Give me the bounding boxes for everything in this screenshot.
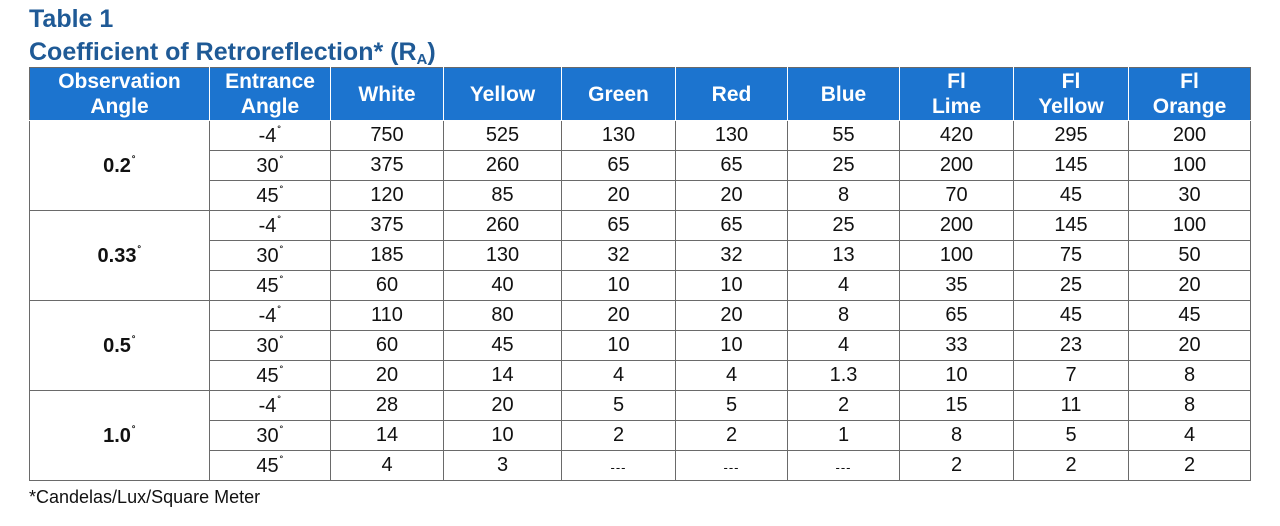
entrance-angle-cell — [210, 451, 331, 481]
value-cell: 25 — [788, 211, 900, 241]
value-cell: 2 — [900, 451, 1014, 481]
value-cell: 145 — [1014, 211, 1129, 241]
value-cell: 65 — [676, 151, 788, 181]
header-fl-yellow — [1014, 68, 1129, 121]
value-cell: 130 — [444, 241, 562, 271]
value-cell: 375 — [331, 211, 444, 241]
value-cell — [562, 451, 676, 481]
value-cell: 20 — [1129, 271, 1251, 301]
value-cell: 4 — [788, 331, 900, 361]
degree-symbol: ˚ — [279, 273, 284, 288]
value-cell: 4 — [676, 361, 788, 391]
value-cell: 45 — [444, 331, 562, 361]
degree-symbol: ˚ — [277, 393, 282, 408]
value-cell: 110 — [331, 301, 444, 331]
value-cell: 60 — [331, 271, 444, 301]
observation-angle-value: 1.0 — [103, 424, 131, 447]
value-cell: 8 — [788, 181, 900, 211]
value-cell: 50 — [1129, 241, 1251, 271]
entrance-angle-value: 45 — [256, 364, 279, 387]
value-cell: 120 — [331, 181, 444, 211]
value-cell: 45 — [1014, 181, 1129, 211]
value-cell: 100 — [900, 241, 1014, 271]
table-row — [30, 211, 1251, 241]
value-cell: 20 — [676, 181, 788, 211]
value-cell: 30 — [1129, 181, 1251, 211]
observation-angle-cell — [30, 301, 210, 391]
header-observation-line1: Observation — [58, 70, 181, 93]
value-cell: 7 — [1014, 361, 1129, 391]
value-cell: 10 — [562, 271, 676, 301]
value-cell: 100 — [1129, 211, 1251, 241]
degree-symbol: ˚ — [279, 153, 284, 168]
value-cell: 65 — [900, 301, 1014, 331]
entrance-angle-value: 45 — [256, 274, 279, 297]
value-cell: 100 — [1129, 151, 1251, 181]
header-entrance-line1: Entrance — [225, 70, 315, 93]
table-row — [30, 241, 1251, 271]
value-cell: 15 — [900, 391, 1014, 421]
value-cell — [788, 451, 900, 481]
table-row — [30, 421, 1251, 451]
degree-symbol: ˚ — [279, 243, 284, 258]
value-cell: 2 — [676, 421, 788, 451]
header-fl-yellow-line2: Yellow — [1038, 95, 1104, 118]
value-cell: 20 — [331, 361, 444, 391]
header-blue-label: Blue — [820, 82, 867, 106]
value-cell: 85 — [444, 181, 562, 211]
footnote: *Candelas/Lux/Square Meter — [29, 487, 261, 507]
entrance-angle-value: 45 — [256, 184, 279, 207]
table-row — [30, 301, 1251, 331]
header-fl-lime-line1: Fl — [947, 70, 966, 93]
value-cell: 10 — [562, 331, 676, 361]
value-cell: 4 — [1129, 421, 1251, 451]
observation-angle-value: 0.5 — [103, 334, 131, 357]
value-cell: 65 — [562, 211, 676, 241]
value-cell: 295 — [1014, 121, 1129, 151]
degree-symbol: ˚ — [279, 183, 284, 198]
header-observation-line2: Angle — [90, 95, 149, 118]
entrance-angle-cell — [210, 151, 331, 181]
table-row — [30, 391, 1251, 421]
value-cell: 45 — [1129, 301, 1251, 331]
value-cell: 750 — [331, 121, 444, 151]
value-cell: 65 — [562, 151, 676, 181]
value-cell: 33 — [900, 331, 1014, 361]
value-cell: 20 — [562, 181, 676, 211]
table-row — [30, 361, 1251, 391]
value-cell: 1 — [788, 421, 900, 451]
entrance-angle-cell — [210, 331, 331, 361]
entrance-angle-value: 30 — [256, 244, 279, 267]
value-cell: 10 — [676, 271, 788, 301]
header-green — [562, 68, 676, 121]
degree-symbol: ˚ — [279, 363, 284, 378]
subtitle-end: ) — [427, 38, 436, 66]
degree-symbol: ˚ — [279, 333, 284, 348]
entrance-angle-cell — [210, 181, 331, 211]
dashes-placeholder: --- — [610, 460, 627, 475]
entrance-angle-cell — [210, 271, 331, 301]
value-cell: 5 — [562, 391, 676, 421]
value-cell: 60 — [331, 331, 444, 361]
value-cell: 8 — [900, 421, 1014, 451]
value-cell: 2 — [562, 421, 676, 451]
value-cell: 65 — [676, 211, 788, 241]
observation-angle-value: 0.2 — [103, 154, 131, 177]
table-row — [30, 121, 1251, 151]
retroreflection-table — [29, 67, 1251, 481]
header-observation-angle — [30, 68, 210, 121]
value-cell: 55 — [788, 121, 900, 151]
header-fl-yellow-line1: Fl — [1061, 70, 1081, 93]
value-cell: 25 — [788, 151, 900, 181]
value-cell: 28 — [331, 391, 444, 421]
degree-symbol: ˚ — [277, 213, 282, 228]
entrance-angle-cell — [210, 301, 331, 331]
value-cell: 45 — [1014, 301, 1129, 331]
value-cell: 130 — [562, 121, 676, 151]
value-cell: 8 — [788, 301, 900, 331]
degree-symbol: ˚ — [277, 123, 282, 138]
value-cell: 4 — [331, 451, 444, 481]
value-cell — [676, 451, 788, 481]
header-fl-lime — [900, 68, 1014, 121]
entrance-angle-value: -4 — [258, 394, 277, 417]
table-row — [30, 451, 1251, 481]
header-entrance-angle — [210, 68, 331, 121]
value-cell: 32 — [562, 241, 676, 271]
dashes-placeholder: --- — [723, 460, 740, 475]
table-row — [30, 181, 1251, 211]
entrance-angle-cell — [210, 211, 331, 241]
value-cell: 10 — [900, 361, 1014, 391]
value-cell: 2 — [1014, 451, 1129, 481]
entrance-angle-value: 30 — [256, 424, 279, 447]
degree-symbol: ˚ — [279, 453, 284, 468]
observation-angle-cell — [30, 121, 210, 211]
value-cell: 2 — [788, 391, 900, 421]
degree-symbol: ˚ — [137, 243, 142, 258]
value-cell: 4 — [562, 361, 676, 391]
value-cell: 8 — [1129, 361, 1251, 391]
header-fl-orange-line2: Orange — [1152, 95, 1227, 118]
value-cell: 3 — [444, 451, 562, 481]
entrance-angle-cell — [210, 241, 331, 271]
value-cell: 420 — [900, 121, 1014, 151]
header-entrance-line2: Angle — [240, 95, 300, 118]
value-cell: 35 — [900, 271, 1014, 301]
value-cell: 200 — [900, 151, 1014, 181]
value-cell: 80 — [444, 301, 562, 331]
dashes-placeholder: --- — [835, 460, 852, 475]
entrance-angle-cell — [210, 361, 331, 391]
value-cell: 13 — [788, 241, 900, 271]
subtitle-subscript: A — [416, 51, 428, 68]
value-cell: 4 — [788, 271, 900, 301]
value-cell: 75 — [1014, 241, 1129, 271]
header-green-label: Green — [588, 82, 649, 106]
value-cell: 375 — [331, 151, 444, 181]
value-cell: 200 — [900, 211, 1014, 241]
value-cell: 260 — [444, 151, 562, 181]
header-fl-lime-line2: Lime — [931, 95, 981, 118]
value-cell: 130 — [676, 121, 788, 151]
header-white-label: White — [358, 82, 416, 106]
entrance-angle-cell — [210, 121, 331, 151]
value-cell: 2 — [1129, 451, 1251, 481]
value-cell: 200 — [1129, 121, 1251, 151]
header-row — [30, 68, 1251, 121]
value-cell: 20 — [1129, 331, 1251, 361]
value-cell: 145 — [1014, 151, 1129, 181]
entrance-angle-value: -4 — [258, 304, 277, 327]
value-cell: 185 — [331, 241, 444, 271]
value-cell: 25 — [1014, 271, 1129, 301]
value-cell: 5 — [1014, 421, 1129, 451]
value-cell: 20 — [562, 301, 676, 331]
value-cell: 11 — [1014, 391, 1129, 421]
value-cell: 23 — [1014, 331, 1129, 361]
degree-symbol: ˚ — [279, 423, 284, 438]
entrance-angle-value: 45 — [256, 454, 279, 477]
value-cell: 14 — [331, 421, 444, 451]
header-fl-orange — [1129, 68, 1251, 121]
header-white — [331, 68, 444, 121]
entrance-angle-cell — [210, 421, 331, 451]
header-blue — [788, 68, 900, 121]
header-fl-orange-line1: Fl — [1180, 70, 1199, 93]
table-row — [30, 331, 1251, 361]
value-cell: 10 — [676, 331, 788, 361]
degree-symbol: ˚ — [131, 153, 136, 168]
degree-symbol: ˚ — [131, 423, 136, 438]
observation-angle-cell — [30, 211, 210, 301]
entrance-angle-value: 30 — [256, 334, 279, 357]
value-cell: 20 — [444, 391, 562, 421]
header-red — [676, 68, 788, 121]
table-row — [30, 271, 1251, 301]
value-cell: 8 — [1129, 391, 1251, 421]
entrance-angle-value: -4 — [258, 214, 277, 237]
entrance-angle-cell — [210, 391, 331, 421]
observation-angle-cell — [30, 391, 210, 481]
value-cell: 525 — [444, 121, 562, 151]
value-cell: 260 — [444, 211, 562, 241]
degree-symbol: ˚ — [277, 303, 282, 318]
header-yellow-label: Yellow — [469, 82, 536, 106]
table-subtitle — [29, 37, 436, 67]
value-cell: 20 — [676, 301, 788, 331]
entrance-angle-value: 30 — [256, 154, 279, 177]
value-cell: 5 — [676, 391, 788, 421]
value-cell: 32 — [676, 241, 788, 271]
value-cell: 1.3 — [788, 361, 900, 391]
table-title: Table 1 — [29, 5, 114, 33]
value-cell: 40 — [444, 271, 562, 301]
value-cell: 10 — [444, 421, 562, 451]
degree-symbol: ˚ — [131, 333, 136, 348]
header-red-label: Red — [711, 82, 752, 106]
entrance-angle-value: -4 — [258, 124, 277, 147]
value-cell: 14 — [444, 361, 562, 391]
header-yellow — [444, 68, 562, 121]
observation-angle-value: 0.33 — [97, 244, 137, 267]
table-row — [30, 151, 1251, 181]
value-cell: 70 — [900, 181, 1014, 211]
subtitle-main: Coefficient of Retroreflection* (R — [29, 38, 417, 66]
